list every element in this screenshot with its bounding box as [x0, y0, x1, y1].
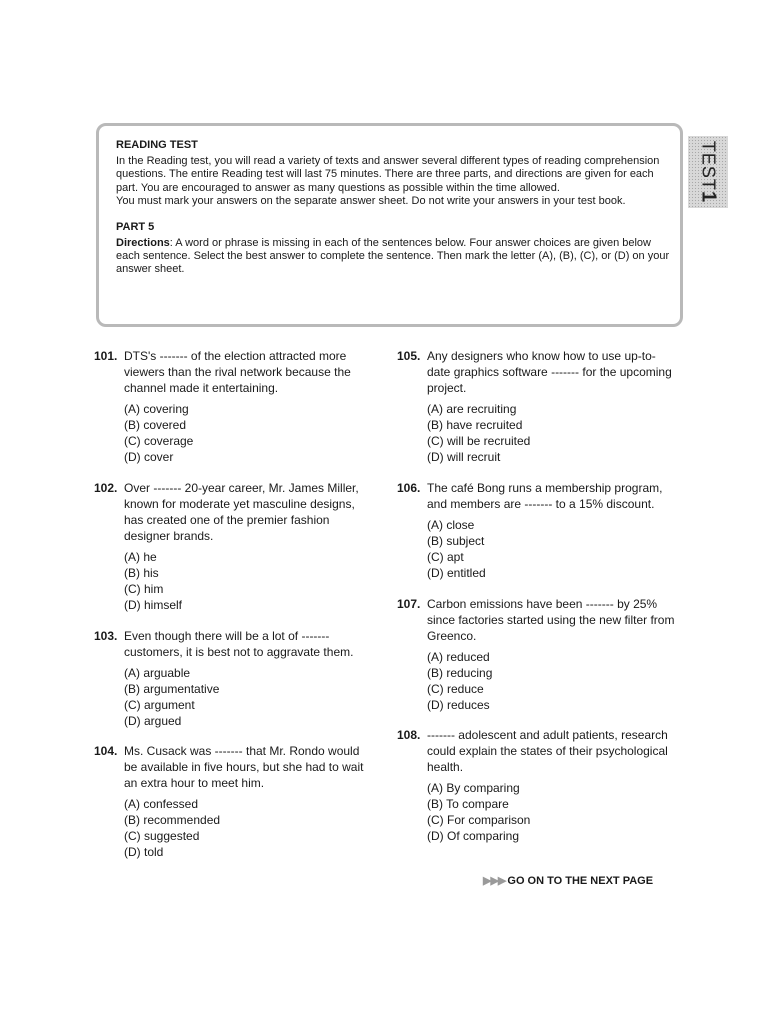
question-103 — [94, 628, 374, 729]
question-text: Ms. Cusack was ------- that Mr. Rondo would be available in five hours, but she had to wait an extra hour to meet him. — [124, 744, 364, 790]
option-d[interactable]: (D) himself — [124, 598, 183, 612]
option-a[interactable]: (A) covering — [124, 402, 189, 416]
question-text: Even though there will be a lot of ------- customers, it is best not to aggravate them. — [124, 629, 354, 659]
option-b[interactable]: (B) To compare — [427, 797, 509, 811]
question-number: 106. — [397, 481, 421, 495]
answer-options — [397, 401, 677, 465]
answer-options — [94, 665, 374, 729]
question-number: 105. — [397, 349, 421, 363]
answer-options — [397, 780, 677, 844]
option-a[interactable]: (A) reduced — [427, 650, 490, 664]
directions-label: Directions — [116, 236, 170, 249]
option-b[interactable]: (B) reducing — [427, 666, 493, 680]
option-b[interactable]: (B) covered — [124, 418, 187, 432]
question-104 — [94, 743, 374, 860]
option-d[interactable]: (D) argued — [124, 714, 182, 728]
question-stem — [94, 480, 374, 544]
option-d[interactable]: (D) entitled — [427, 566, 486, 580]
question-text: Carbon emissions have been ------- by 25% since factories started using the new filter from Greenco. — [427, 597, 675, 643]
question-107 — [397, 596, 677, 713]
question-number: 101. — [94, 349, 118, 363]
option-b[interactable]: (B) recommended — [124, 813, 221, 827]
question-102 — [94, 480, 374, 613]
directions-paragraph — [116, 237, 674, 277]
question-105 — [397, 348, 677, 465]
question-text: The café Bong runs a membership program, and members are ------- to a 15% discount. — [427, 481, 663, 511]
option-d[interactable]: (D) told — [124, 845, 164, 859]
question-stem — [397, 596, 677, 644]
option-d[interactable]: (D) will recruit — [427, 450, 501, 464]
option-b[interactable]: (B) subject — [427, 534, 485, 548]
option-c[interactable]: (C) apt — [427, 550, 464, 564]
option-a[interactable]: (A) confessed — [124, 797, 199, 811]
directions-text: : A word or phrase is missing in each of the sentences below. Four answer choices are given below each sentence. Select the best answer to complete the sentence. Then mark the letter (A), (B), (C), or (D) on your answer sheet. — [116, 236, 670, 276]
option-a[interactable]: (A) arguable — [124, 666, 191, 680]
question-number: 108. — [397, 728, 421, 742]
instructions-box — [96, 123, 683, 327]
question-stem — [94, 348, 374, 396]
question-number: 107. — [397, 597, 421, 611]
test-section-tab — [688, 136, 728, 208]
option-c[interactable]: (C) argument — [124, 698, 195, 712]
option-c[interactable]: (C) coverage — [124, 434, 194, 448]
question-106 — [397, 480, 677, 581]
option-c[interactable]: (C) reduce — [427, 682, 484, 696]
question-text: DTS's ------- of the election attracted more viewers than the rival network because the channel made it entertaining. — [124, 349, 351, 395]
option-a[interactable]: (A) By comparing — [427, 781, 520, 795]
option-a[interactable]: (A) close — [427, 518, 475, 532]
question-101 — [94, 348, 374, 465]
answer-options — [397, 517, 677, 581]
option-a[interactable]: (A) are recruiting — [427, 402, 517, 416]
question-number: 103. — [94, 629, 118, 643]
option-c[interactable]: (C) For comparison — [427, 813, 531, 827]
answer-options — [94, 401, 374, 465]
question-number: 104. — [94, 744, 118, 758]
answer-sheet-paragraph: You must mark your answers on the separate answer sheet. Do not write your answers in your test book. — [116, 195, 626, 208]
triple-arrow-icon: ▶▶▶ — [483, 875, 506, 887]
question-text: Over ------- 20-year career, Mr. James Miller, known for moderate yet masculine designs, has created one of the premier fashion designer brands. — [124, 481, 359, 543]
option-b[interactable]: (B) argumentative — [124, 682, 220, 696]
option-d[interactable]: (D) Of comparing — [427, 829, 520, 843]
question-text: ------- adolescent and adult patients, research could explain the states of their psychological health. — [427, 728, 668, 774]
option-d[interactable]: (D) reduces — [427, 698, 490, 712]
next-page-label: GO ON TO THE NEXT PAGE — [507, 875, 654, 887]
test-tab-number: 1 — [697, 190, 720, 204]
reading-test-paragraph: In the Reading test, you will read a variety of texts and answer several different types of reading comprehension questions. The entire Reading test will last 75 minutes. There are three parts, and directions are given for each part. You are encouraged to answer as many questions as possible within the time allowed. — [116, 155, 660, 194]
reading-test-title: READING TEST — [116, 139, 198, 151]
question-text: Any designers who know how to use up-to-date graphics software ------- for the upcoming project. — [427, 349, 672, 395]
question-stem — [94, 743, 374, 791]
question-stem — [397, 348, 677, 396]
option-c[interactable]: (C) suggested — [124, 829, 200, 843]
question-108 — [397, 727, 677, 844]
option-a[interactable]: (A) he — [124, 550, 157, 564]
question-stem — [397, 727, 677, 775]
answer-options — [397, 649, 677, 713]
option-c[interactable]: (C) him — [124, 582, 164, 596]
option-d[interactable]: (D) cover — [124, 450, 174, 464]
question-stem — [94, 628, 374, 660]
option-b[interactable]: (B) have recruited — [427, 418, 523, 432]
answer-options — [94, 549, 374, 613]
question-stem — [397, 480, 677, 512]
go-on-next-page — [483, 874, 653, 887]
option-b[interactable]: (B) his — [124, 566, 159, 580]
answer-options — [94, 796, 374, 860]
test-tab-word: TEST — [698, 140, 719, 191]
option-c[interactable]: (C) will be recruited — [427, 434, 531, 448]
test-tab-label — [697, 141, 720, 203]
part-title: PART 5 — [116, 220, 155, 233]
question-number: 102. — [94, 481, 118, 495]
